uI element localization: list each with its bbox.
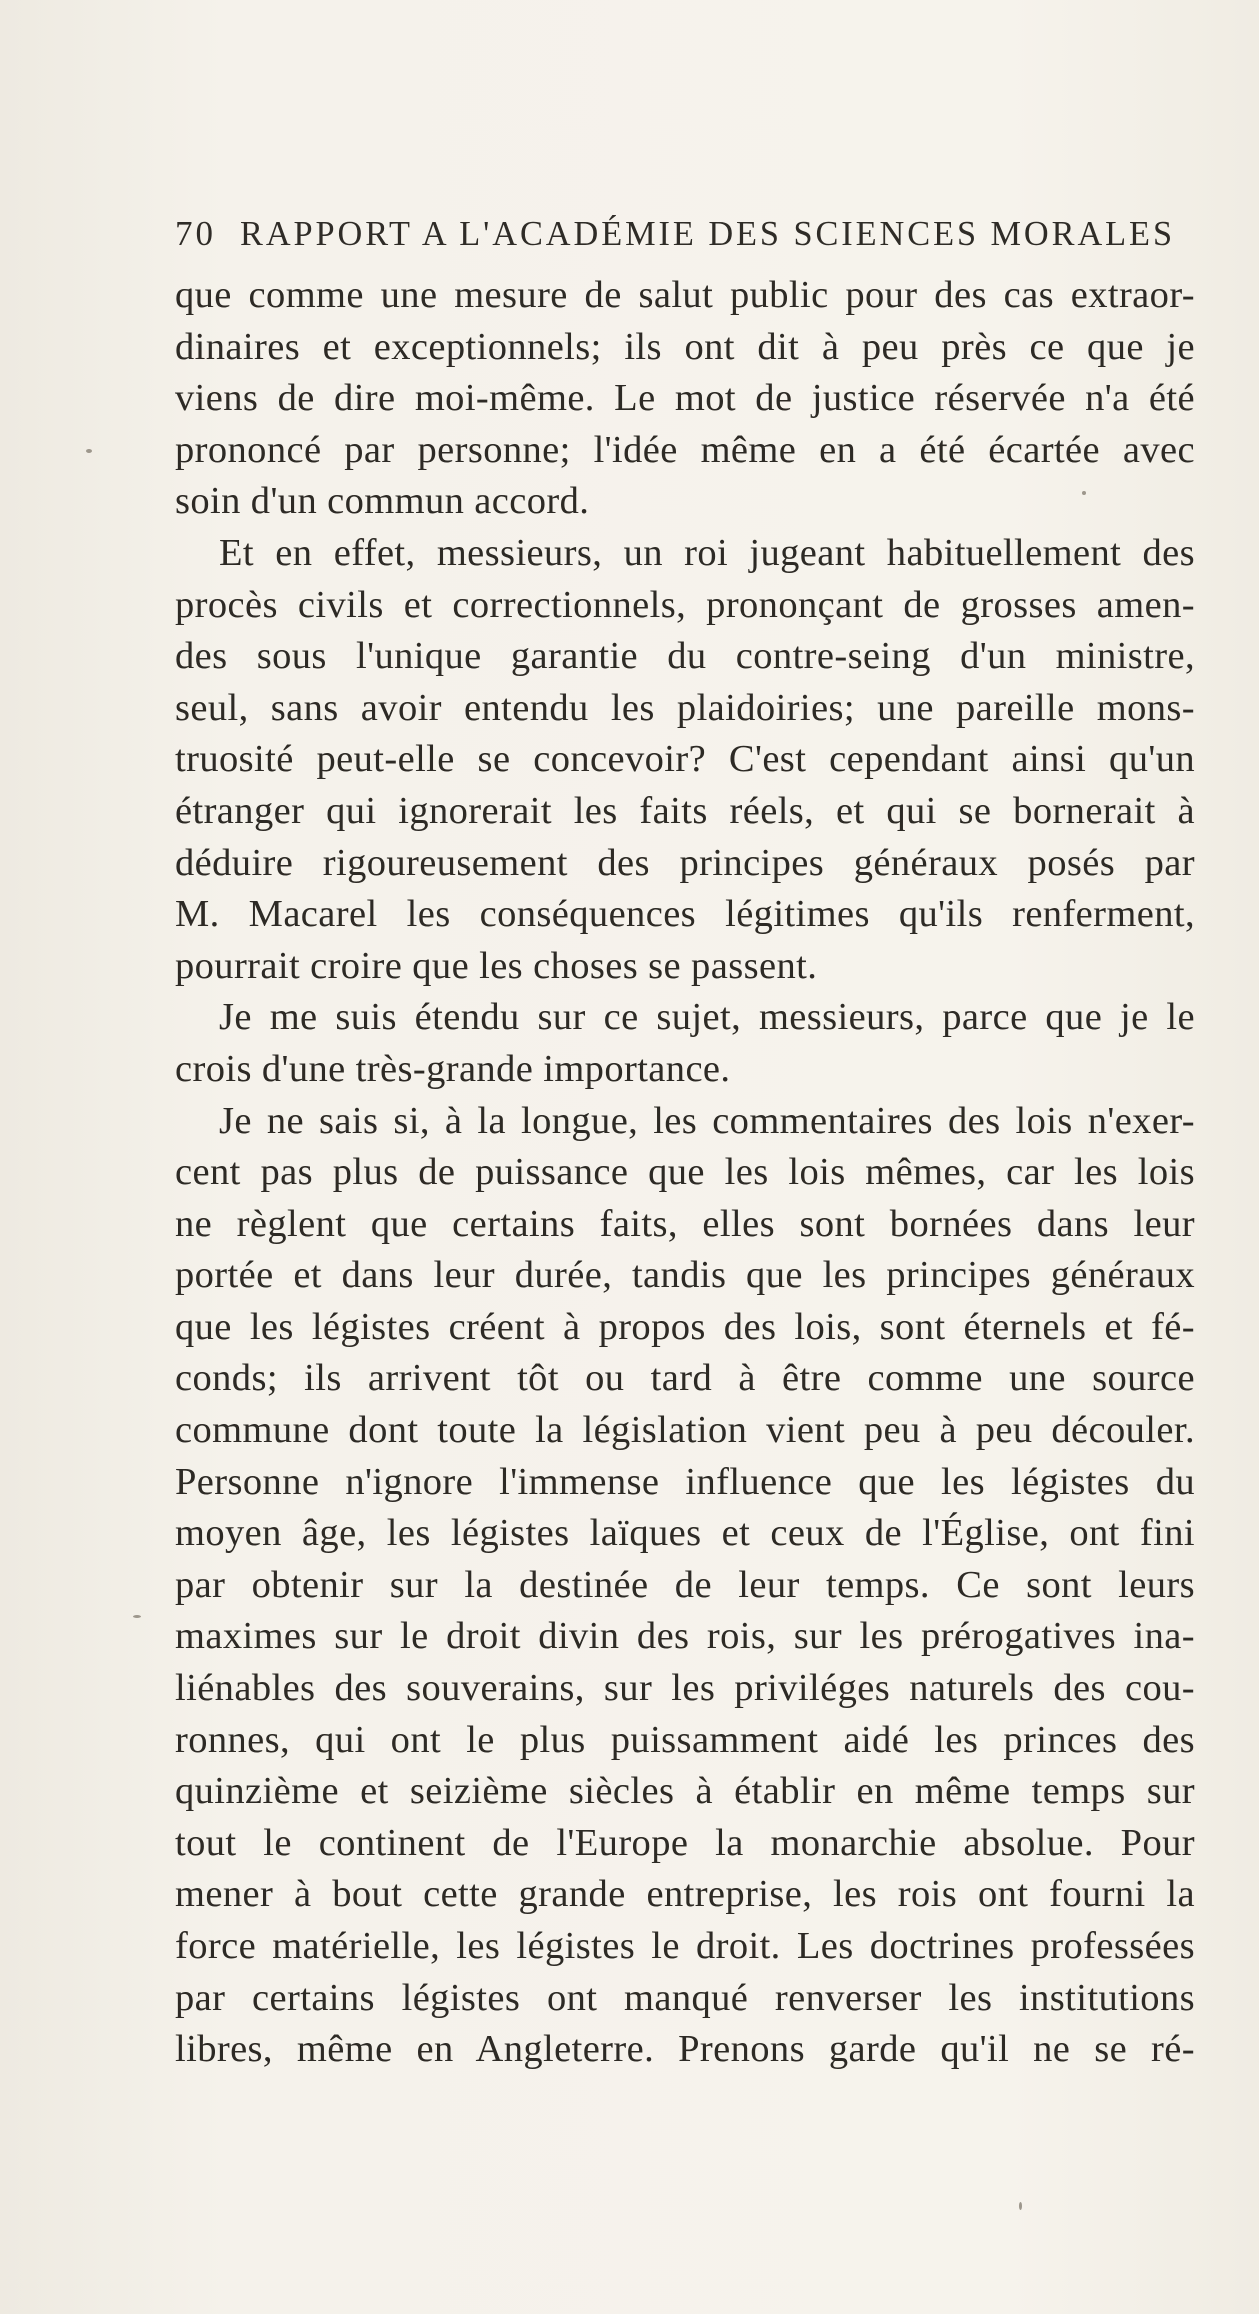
text-line: ronnes, qui ont le plus puissamment aidé les princes des <box>175 1718 1195 1761</box>
text-line: moyen âge, les légistes laïques et ceux de l'Église, ont fini <box>175 1512 1195 1555</box>
text-line: que comme une mesure de salut public pour des cas extraor- <box>175 274 1195 316</box>
text-line: mener à bout cette grande entreprise, les rois ont fourni la <box>175 1873 1195 1916</box>
text-line: libres, même en Angleterre. Prenons garde qu'il ne se ré- <box>175 2028 1195 2071</box>
paper-speck <box>133 1615 141 1618</box>
text-line: conds; ils arrivent tôt ou tard à être comme une source <box>175 1357 1195 1400</box>
running-title: RAPPORT A L'ACADÉMIE DES SCIENCES MORALES <box>240 214 1175 253</box>
text-line: des sous l'unique garantie du contre-seing d'un ministre, <box>175 635 1195 678</box>
text-line: cent pas plus de puissance que les lois mêmes, car les lois <box>175 1151 1195 1194</box>
text-line: dinaires et exceptionnels; ils ont dit à peu près ce que je <box>175 325 1195 368</box>
text-line: par obtenir sur la destinée de leur temps. Ce sont leurs <box>175 1563 1195 1606</box>
text-line: par certains légistes ont manqué renverser les institutions <box>175 1976 1195 2019</box>
text-line: M. Macarel les conséquences légitimes qu'ils renferment, <box>175 893 1195 936</box>
text-line: procès civils et correctionnels, prononçant de grosses amen- <box>175 583 1195 626</box>
text-line: seul, sans avoir entendu les plaidoiries; une pareille mons- <box>175 686 1195 729</box>
text-line: soin d'un commun accord. <box>175 480 590 523</box>
text-line: ne règlent que certains faits, elles sont bornées dans leur <box>175 1202 1195 1245</box>
text-line: maximes sur le droit divin des rois, sur les prérogatives ina- <box>175 1615 1195 1658</box>
text-line: crois d'une très-grande importance. <box>175 1047 731 1090</box>
text-line: étranger qui ignorerait les faits réels, et qui se bornerait à <box>175 789 1195 832</box>
text-line: Et en effet, messieurs, un roi jugeant habituellement des <box>219 531 1195 574</box>
text-line: liénables des souverains, sur les priviléges naturels des cou- <box>175 1667 1195 1710</box>
text-line: Je ne sais si, à la longue, les commentaires des lois n'exer- <box>219 1099 1195 1142</box>
text-line: Je me suis étendu sur ce sujet, messieurs, parce que je le <box>219 996 1195 1039</box>
paper-speck <box>86 449 92 453</box>
page-number: 70 <box>175 214 216 253</box>
text-line: force matérielle, les légistes le droit. Les doctrines professées <box>175 1925 1195 1967</box>
text-line: quinzième et seizième siècles à établir en même temps sur <box>175 1770 1195 1813</box>
text-line: tout le continent de l'Europe la monarchie absolue. Pour <box>175 1821 1195 1864</box>
text-line: pourrait croire que les choses se passent. <box>175 944 818 987</box>
text-line: commune dont toute la législation vient peu à peu découler. <box>175 1409 1195 1452</box>
running-head <box>175 214 1175 258</box>
text-line: déduire rigoureusement des principes généraux posés par <box>175 841 1195 884</box>
text-line: viens de dire moi-même. Le mot de justice réservée n'a été <box>175 377 1195 420</box>
text-line: portée et dans leur durée, tandis que les principes généraux <box>175 1254 1195 1297</box>
body-text <box>175 270 1195 2076</box>
paper-speck <box>1019 2202 1022 2210</box>
text-line: que les légistes créent à propos des lois, sont éternels et fé- <box>175 1305 1195 1348</box>
paper-speck <box>1082 491 1086 495</box>
text-line: prononcé par personne; l'idée même en a été écartée avec <box>175 428 1195 471</box>
text-line: Personne n'ignore l'immense influence que les légistes du <box>175 1460 1195 1503</box>
text-line: truosité peut-elle se concevoir? C'est cependant ainsi qu'un <box>175 738 1195 781</box>
